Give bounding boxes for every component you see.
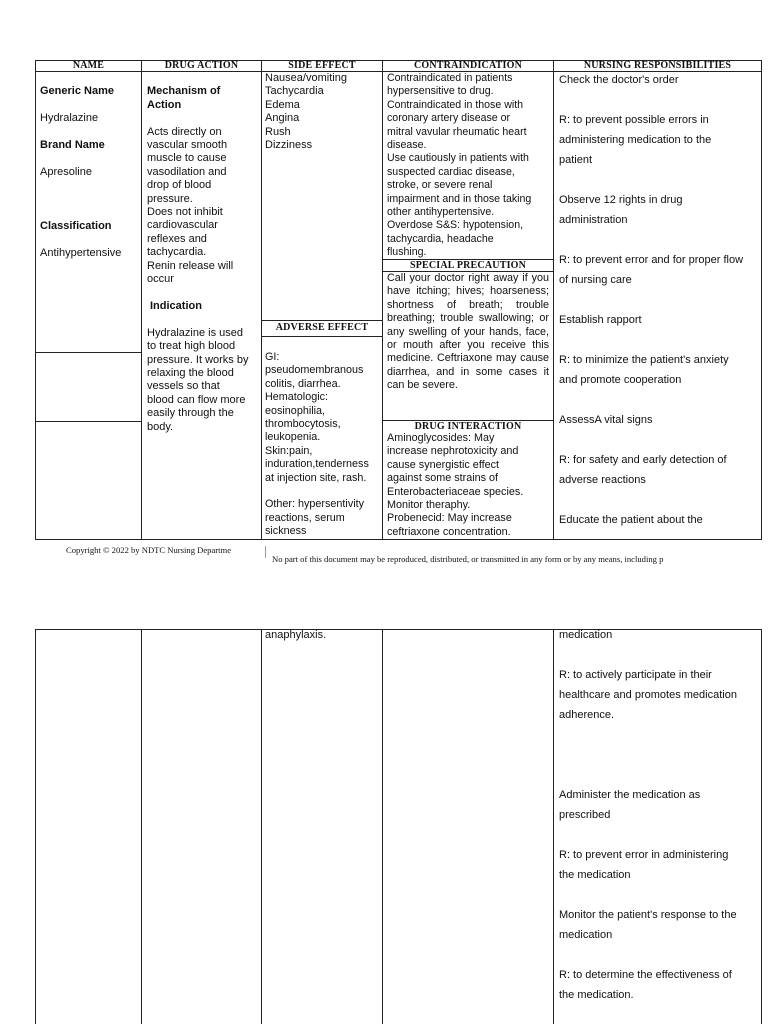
generic-name-value: Hydralazine	[40, 112, 99, 125]
brand-name-value: Apresoline	[40, 165, 92, 178]
header-special-precaution: SPECIAL PRECAUTION	[409, 260, 527, 271]
nursing-line	[559, 490, 759, 510]
nursing-line: R: for safety and early detection of	[559, 454, 727, 466]
nursing-line: Establish rapport	[559, 314, 642, 326]
drug-action-cell	[147, 72, 261, 447]
header-side-effect: SIDE EFFECT	[288, 60, 356, 71]
nursing-line: medication	[559, 929, 613, 941]
mechanism-text: Acts directly on vascular smooth muscle to cause vasodilation and drop of blood pressure. Does not inhibit cardiovascular reflexes and tachycardia. Renin release will occur	[147, 125, 234, 286]
nursing-line	[559, 645, 759, 665]
header-drug-interaction: DRUG INTERACTION	[414, 421, 522, 432]
nursing-line: healthcare and promotes medication	[559, 689, 737, 701]
classification-value: Antihypertensive	[40, 246, 122, 259]
drug-interaction-text: Aminoglycosides: May increase nephrotoxicity and cause synergistic effect against some strains of Enterobacteriaceae species. Monitor theraphy. Probenecid: May increase ceftriaxone concentration.	[387, 432, 524, 538]
nursing-line	[559, 825, 759, 845]
nursing-line: R: to determine the effectiveness of	[559, 969, 732, 981]
name-cell	[40, 72, 140, 274]
contraindication-text: Contraindicated in patients hypersensitive to drug. Contraindicated in those with coronary artery disease or mitral vavular rheumatic heart disease. Use cautiously in patients with suspected cardiac disease, stroke, or severe renal impairment and in those taking other antihypertensive. Overdose S&S: hypotension, tachycardia, headache flushing.	[387, 72, 532, 259]
nursing-line	[559, 945, 759, 965]
nursing-line: R: to prevent error in administering	[559, 849, 729, 861]
nursing-line: and promote cooperation	[559, 374, 682, 386]
nursing-line: Administer the medication as	[559, 789, 701, 801]
footer-copyright: Copyright © 2022 by NDTC Nursing Departme	[66, 545, 232, 555]
classification-label: Classification	[40, 220, 112, 233]
special-precaution-text: Call your doctor right away if you have itching; hives; hoarseness; shortness of breath; trouble breathing; trouble swallowing; or any swelling of your hands, face, or mouth after you receive this medicine. Ceftriaxone may cause diarrhea, and in some cases it can be severe.	[387, 272, 549, 392]
nursing-line: R: to minimize the patient's anxiety	[559, 354, 729, 366]
indication-label: Indication	[150, 299, 202, 312]
nursing-responsibilities-page1	[559, 70, 759, 530]
nursing-line: R: to actively participate in their	[559, 669, 712, 681]
nursing-line: AssessA vital signs	[559, 414, 653, 426]
nursing-line: adverse reactions	[559, 474, 646, 486]
nursing-line: administering medication to the	[559, 134, 712, 146]
nursing-line: patient	[559, 154, 593, 166]
nursing-line	[559, 330, 759, 350]
nursing-line: Monitor the patient's response to the	[559, 909, 737, 921]
side-effect-list: Nausea/vomiting Tachycardia Edema Angina Rush Dizziness	[265, 72, 347, 152]
nursing-line: Check the doctor's order	[559, 74, 679, 86]
nursing-line	[559, 290, 759, 310]
adverse-effect-continued: anaphylaxis.	[265, 629, 327, 641]
nursing-line: medication	[559, 629, 613, 641]
generic-name-label: Generic Name	[40, 85, 114, 98]
mechanism-label: Mechanism of Action	[147, 85, 221, 111]
nursing-line	[559, 430, 759, 450]
nursing-line	[559, 170, 759, 190]
nursing-responsibilities-page2	[559, 625, 759, 1005]
nursing-line: administration	[559, 214, 628, 226]
footer-notice: No part of this document may be reproduced, distributed, or transmitted in any form or by any means, including p	[272, 554, 664, 564]
header-nursing-responsibilities: NURSING RESPONSIBILITIES	[583, 60, 732, 71]
header-drug-action: DRUG ACTION	[164, 60, 239, 71]
nursing-line	[559, 885, 759, 905]
nursing-line	[559, 230, 759, 250]
nursing-line	[559, 745, 759, 765]
nursing-line	[559, 725, 759, 745]
adverse-effect-text: GI: pseudomembranous colitis, diarrhea. Hematologic: eosinophilia, thrombocytosis, leukopenia. Skin:pain, induration,tenderness at injection site, rash. Other: hypersentivity reactions, serum sickness	[265, 351, 369, 538]
nursing-line: of nursing care	[559, 274, 632, 286]
nursing-line	[559, 765, 759, 785]
nursing-line: Educate the patient about the	[559, 514, 703, 526]
brand-name-label: Brand Name	[40, 139, 105, 152]
nursing-line: prescribed	[559, 809, 611, 821]
nursing-line: adherence.	[559, 709, 615, 721]
header-contraindication: CONTRAINDICATION	[413, 60, 523, 71]
header-name: NAME	[72, 60, 105, 71]
indication-text: Hydralazine is used to treat high blood pressure. It works by relaxing the blood vessels so that blood can flow more easily through the body.	[147, 326, 249, 433]
header-adverse-effect: ADVERSE EFFECT	[275, 322, 369, 333]
nursing-line	[559, 90, 759, 110]
nursing-line: Observe 12 rights in drug	[559, 194, 683, 206]
nursing-line: R: to prevent possible errors in	[559, 114, 709, 126]
nursing-line: the medication	[559, 869, 631, 881]
nursing-line	[559, 390, 759, 410]
nursing-line: R: to prevent error and for proper flow	[559, 254, 744, 266]
nursing-line: the medication.	[559, 989, 634, 1001]
